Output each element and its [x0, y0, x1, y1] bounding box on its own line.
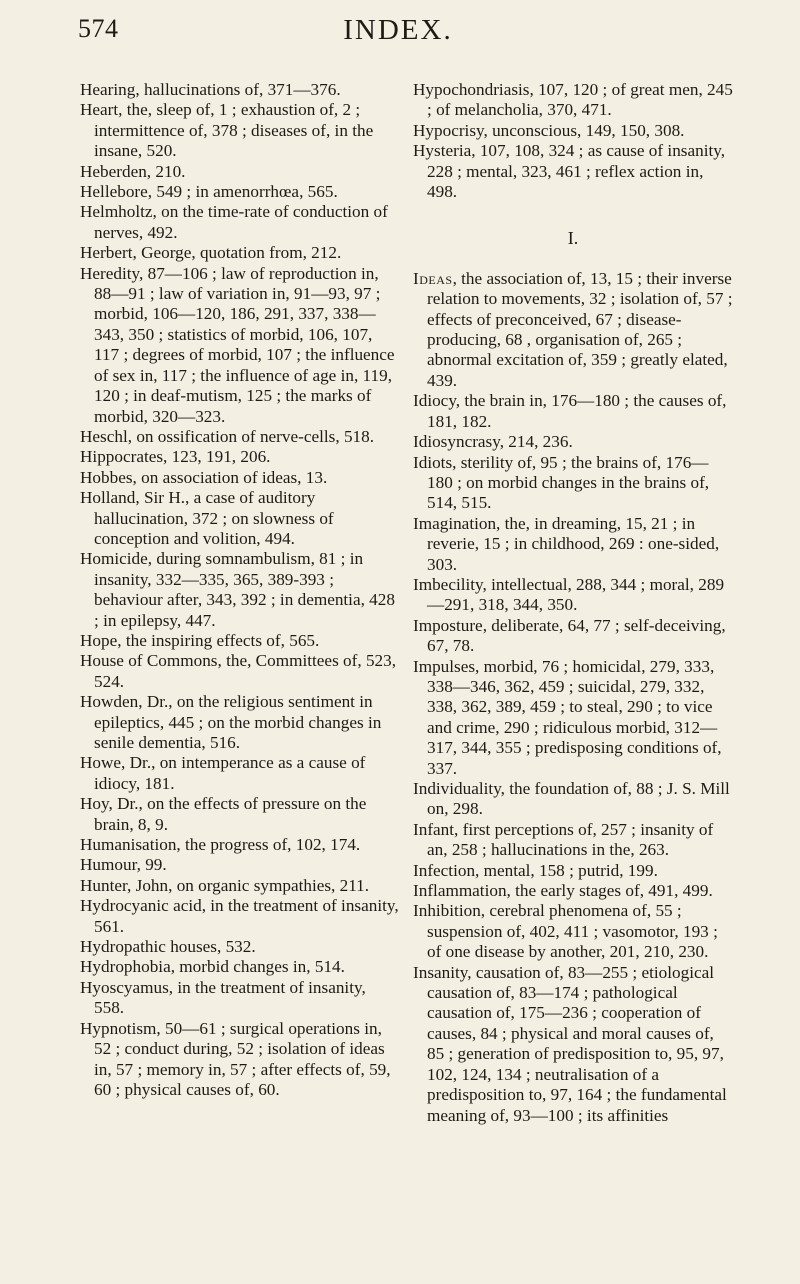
- index-entry: Hydrophobia, morbid changes in, 514.: [80, 957, 345, 977]
- index-entry: [413, 779, 733, 820]
- index-entry: Hoy, Dr., on the effects of pressure on the brain, 8, 9.: [80, 794, 367, 834]
- index-entry: Hearing, hallucinations of, 371—376.: [80, 80, 341, 99]
- index-entry: Humour, 99.: [80, 855, 167, 875]
- index-entry: Howe, Dr., on intemperance as a cause of idiocy, 181.: [80, 753, 366, 793]
- index-entry: [413, 575, 733, 616]
- page-number: 574: [78, 14, 119, 43]
- index-entry-text: Idiots, sterility of, 95 ; the brains of, 176—180 ; on morbid changes in the brains of, 514, 515.: [413, 452, 710, 513]
- index-entry: Heredity, 87—106 ; law of reproduction in, 88—91 ; law of variation in, 91—93, 97 ; morbid, 106—120, 186, 291, 337, 338—343, 350 ; statistics of morbid, 106, 107, 117 ; degrees of morbid, 107 ; the influence of sex in, 117 ; the influence of age in, 119, 120 ; in deaf-mutism, 125 ; the marks of morbid, 320—323.: [80, 263, 395, 426]
- index-entry: [413, 453, 733, 514]
- index-entry-text: Impulses, morbid, 76 ; homicidal, 279, 333, 338—346, 362, 459 ; suicidal, 279, 332, 338, 362, 389, 459 ; to steal, 290 ; to vice and crime, 290 ; ridiculous morbid, 312—317, 344, 355 ; predisposing conditions of, 337.: [413, 656, 722, 778]
- index-entry: Holland, Sir H., a case of auditory hallucination, 372 ; on slowness of conception and volition, 494.: [80, 488, 334, 548]
- index-entry-text: Inflammation, the early stages of, 491, 499.: [413, 881, 713, 901]
- index-entry: Heschl, on ossification of nerve-cells, 518.: [80, 426, 375, 446]
- index-entry: [413, 514, 733, 575]
- index-entry: [413, 963, 733, 1126]
- index-entries-h-continued: [413, 80, 733, 202]
- index-entry: Howden, Dr., on the religious sentiment in epileptics, 445 ; on the morbid changes in senile dementia, 516.: [80, 692, 382, 752]
- index-entry: Humanisation, the progress of, 102, 174.: [80, 835, 361, 855]
- index-entry-text: Imbecility, intellectual, 288, 344 ; moral, 289—291, 318, 344, 350.: [413, 574, 725, 615]
- index-column-left: [80, 80, 400, 1100]
- index-entry: Hellebore, 549 ; in amenorrhœa, 565.: [80, 182, 338, 202]
- index-entry-text: Infant, first perceptions of, 257 ; insanity of an, 258 ; hallucinations in the, 263.: [413, 819, 714, 860]
- index-entry-head: Ideas: [413, 268, 453, 288]
- index-entry: [413, 616, 733, 657]
- index-entry: [413, 269, 733, 391]
- index-entry: Hobbes, on association of ideas, 13.: [80, 467, 328, 487]
- index-entry: Heberden, 210.: [80, 161, 186, 181]
- page-header: [78, 14, 718, 54]
- index-entry: [413, 861, 733, 881]
- index-entry: [413, 881, 733, 901]
- index-entry: Hypochondriasis, 107, 120 ; of great men, 245 ; of melancholia, 370, 471.: [413, 80, 733, 120]
- index-entry-text: , the association of, 13, 15 ; their inverse relation to movements, 32 ; isolation of, 57 ; effects of preconceived, 67 ; disease-producing, 68 , organisation of, 265 ; abnormal excitation of, 359 ; greatly elated, 439.: [427, 268, 733, 390]
- index-entry-text: Insanity, causation of, 83—255 ; etiological causation of, 83—174 ; pathological causation of, 175—236 ; cooperation of causes, 84 ; physical and moral causes of, 85 ; generation of predisposition to, 95, 97, 102, 124, 134 ; neutralisation of a predisposition to, 97, 164 ; the fundamental meaning of, 93—100 ; its affinities: [413, 962, 727, 1125]
- index-entry: Hydropathic houses, 532.: [80, 937, 256, 957]
- index-entry: Helmholtz, on the time-rate of conduction of nerves, 492.: [80, 202, 388, 242]
- index-entry: Hyoscyamus, in the treatment of insanity, 558.: [80, 977, 366, 1018]
- index-entry: Hydrocyanic acid, in the treatment of insanity, 561.: [80, 896, 399, 936]
- index-entry: [413, 820, 733, 861]
- index-entry: Homicide, during somnambulism, 81 ; in insanity, 332—335, 365, 389-393 ; behaviour after, 343, 392 ; in dementia, 428 ; in epilepsy, 447.: [80, 549, 395, 630]
- index-entry-text: Individuality, the foundation of, 88 ; J. S. Mill on, 298.: [413, 779, 730, 819]
- index-entry: Hypocrisy, unconscious, 149, 150, 308.: [413, 120, 685, 140]
- index-entry-text: Idiocy, the brain in, 176—180 ; the causes of, 181, 182.: [413, 391, 727, 431]
- index-entry-text: Imposture, deliberate, 64, 77 ; self-deceiving, 67, 78.: [413, 615, 726, 656]
- index-entry: [413, 432, 733, 452]
- index-entry: Hunter, John, on organic sympathies, 211.: [80, 875, 370, 895]
- index-entry: [413, 901, 733, 962]
- index-entry: Hypnotism, 50—61 ; surgical operations in, 52 ; conduct during, 52 ; isolation of ideas in, 57 ; memory in, 57 ; after effects of, 59, 60 ; physical causes of, 60.: [80, 1018, 391, 1099]
- index-entry: Hippocrates, 123, 191, 206.: [80, 447, 271, 467]
- index-entry-text: Imagination, the, in dreaming, 15, 21 ; in reverie, 15 ; in childhood, 269 : one-sided, 303.: [413, 513, 720, 574]
- letter-heading: I.: [567, 228, 579, 249]
- index-entry: Heart, the, sleep of, 1 ; exhaustion of, 2 ; intermittence of, 378 ; diseases of, in the insane, 520.: [80, 100, 374, 161]
- index-entry: Herbert, George, quotation from, 212.: [80, 243, 342, 263]
- index-entry: [413, 391, 733, 432]
- index-entry: [413, 657, 733, 779]
- index-entry: Hysteria, 107, 108, 324 ; as cause of insanity, 228 ; mental, 323, 461 ; reflex action in, 498.: [413, 141, 726, 202]
- running-head: INDEX.: [343, 14, 453, 46]
- index-entry: House of Commons, the, Committees of, 523, 524.: [80, 651, 397, 691]
- index-entry-text: Inhibition, cerebral phenomena of, 55 ; suspension of, 402, 411 ; vasomotor, 193 ; of one disease by another, 201, 210, 230.: [413, 901, 718, 962]
- index-entry: Hope, the inspiring effects of, 565.: [80, 630, 320, 650]
- index-entry-text: Idiosyncrasy, 214, 236.: [413, 432, 573, 452]
- index-entries-i: [413, 269, 733, 1126]
- index-column-right: [413, 80, 733, 1126]
- index-entry-text: Infection, mental, 158 ; putrid, 199.: [413, 860, 658, 880]
